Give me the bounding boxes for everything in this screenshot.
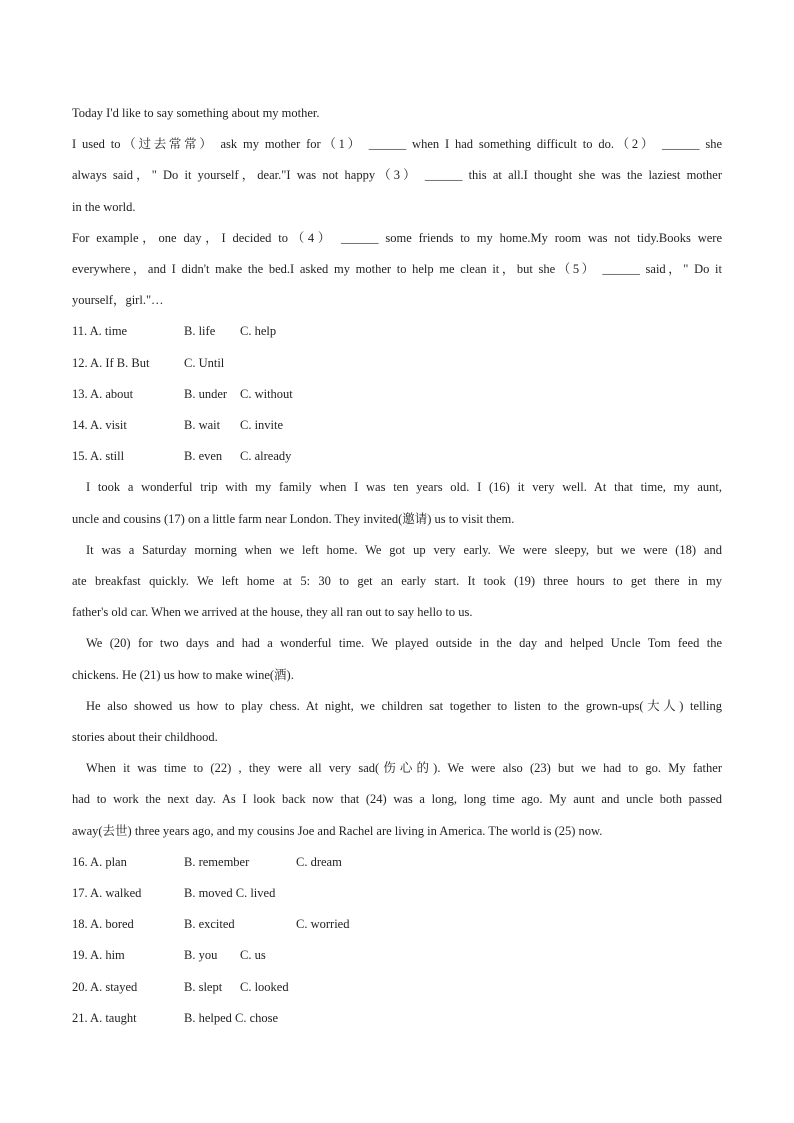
option-a: 17. A. walked bbox=[72, 886, 142, 901]
option-b: B. under bbox=[184, 386, 228, 401]
question-row bbox=[72, 379, 722, 410]
option-a: 18. A. bored bbox=[72, 917, 134, 932]
passage-2-line: I took a wonderful trip with my family when I was ten years old. I (16) it very well. At that time, my aunt, bbox=[86, 480, 722, 495]
question-row bbox=[72, 940, 722, 971]
option-a: 11. A. time bbox=[72, 324, 128, 339]
option-c: C. without bbox=[240, 386, 293, 401]
question-row bbox=[72, 1003, 722, 1034]
passage-1 bbox=[72, 98, 722, 316]
passage-2-line: It was a Saturday morning when we left home. We got up very early. We were sleepy, but we were (18) and bbox=[86, 542, 722, 557]
option-b: B. remember bbox=[184, 854, 250, 869]
passage-2-line: He also showed us how to play chess. At night, we children sat together to listen to the grown-ups(大人) telling bbox=[86, 698, 722, 713]
option-c: C. us bbox=[240, 948, 266, 963]
option-c: C. already bbox=[240, 449, 292, 464]
option-b: B. helped C. chose bbox=[184, 1010, 279, 1025]
option-a: 13. A. about bbox=[72, 386, 134, 401]
passage-2-line: father's old car. When we arrived at the house, they all ran out to say hello to us. bbox=[72, 605, 473, 620]
option-b: B. excited bbox=[184, 917, 235, 932]
option-a: 19. A. him bbox=[72, 948, 125, 963]
passage-1-line: I used to（过去常常） ask my mother for（1） ______ when I had something difficult to do.（2） ______ she bbox=[72, 137, 722, 152]
option-a: 21. A. taught bbox=[72, 1010, 137, 1025]
passage-2-line: ate breakfast quickly. We left home at 5: 30 to get an early start. It took (19) three hours to get there in my bbox=[72, 574, 722, 589]
option-b: B. slept bbox=[184, 979, 223, 994]
option-a: 20. A. stayed bbox=[72, 979, 138, 994]
option-c: C. invite bbox=[240, 418, 284, 433]
option-b: B. life bbox=[184, 324, 216, 339]
option-b: B. even bbox=[184, 449, 223, 464]
question-row bbox=[72, 972, 722, 1003]
passage-1-line: Today I'd like to say something about my mother. bbox=[72, 106, 320, 120]
passage-1-line: in the world. bbox=[72, 199, 136, 214]
option-a: 15. A. still bbox=[72, 449, 125, 464]
passage-1-line: For example，one day，I decided to（4） ______ some friends to my home.My room was not tidy.Books were bbox=[72, 230, 722, 245]
question-list-2 bbox=[72, 847, 722, 1034]
passage-2-line: We (20) for two days and had a wonderful time. We played outside in the day and helped Uncle Tom feed the bbox=[86, 636, 722, 651]
passage-2-line: had to work the next day. As I look back now that (24) was a long, long time ago. My aunt and uncle both passed bbox=[72, 792, 722, 807]
document-page bbox=[72, 98, 722, 1034]
option-c: C. Until bbox=[184, 355, 225, 370]
question-row bbox=[72, 410, 722, 441]
passage-2-line: away(去世) three years ago, and my cousins Joe and Rachel are living in America. The world is (25) now. bbox=[72, 823, 603, 838]
question-list-1 bbox=[72, 316, 722, 472]
question-row bbox=[72, 348, 722, 379]
option-c: C. looked bbox=[240, 979, 289, 994]
passage-1-line: always said，" Do it yourself，dear."I was not happy（3） ______ this at all.I thought she was the laziest mother bbox=[72, 168, 722, 183]
option-b: B. wait bbox=[184, 418, 221, 433]
passage-1-line: yourself，girl."… bbox=[72, 293, 164, 308]
passage-1-line: everywhere，and I didn't make the bed.I asked my mother to help me clean it，but she（5） ______ said，" Do it bbox=[72, 262, 722, 277]
question-row bbox=[72, 847, 722, 878]
option-a: 14. A. visit bbox=[72, 418, 127, 433]
passage-2 bbox=[72, 472, 722, 846]
option-a: 12. A. If B. But bbox=[72, 355, 150, 370]
passage-2-line: chickens. He (21) us how to make wine(酒). bbox=[72, 667, 294, 682]
question-row bbox=[72, 316, 722, 347]
passage-2-line: When it was time to (22) , they were all very sad(伤心的). We were also (23) but we had to go. My father bbox=[86, 761, 722, 776]
question-row bbox=[72, 878, 722, 909]
option-a: 16. A. plan bbox=[72, 854, 127, 869]
option-c: C. help bbox=[240, 324, 277, 339]
option-b: B. moved C. lived bbox=[184, 886, 276, 901]
option-c: C. dream bbox=[296, 854, 342, 869]
option-c: C. worried bbox=[296, 917, 350, 932]
question-row bbox=[72, 441, 722, 472]
option-b: B. you bbox=[184, 948, 218, 963]
passage-2-line: stories about their childhood. bbox=[72, 730, 218, 745]
question-row bbox=[72, 909, 722, 940]
passage-2-line: uncle and cousins (17) on a little farm near London. They invited(邀请) us to visit them. bbox=[72, 511, 515, 526]
